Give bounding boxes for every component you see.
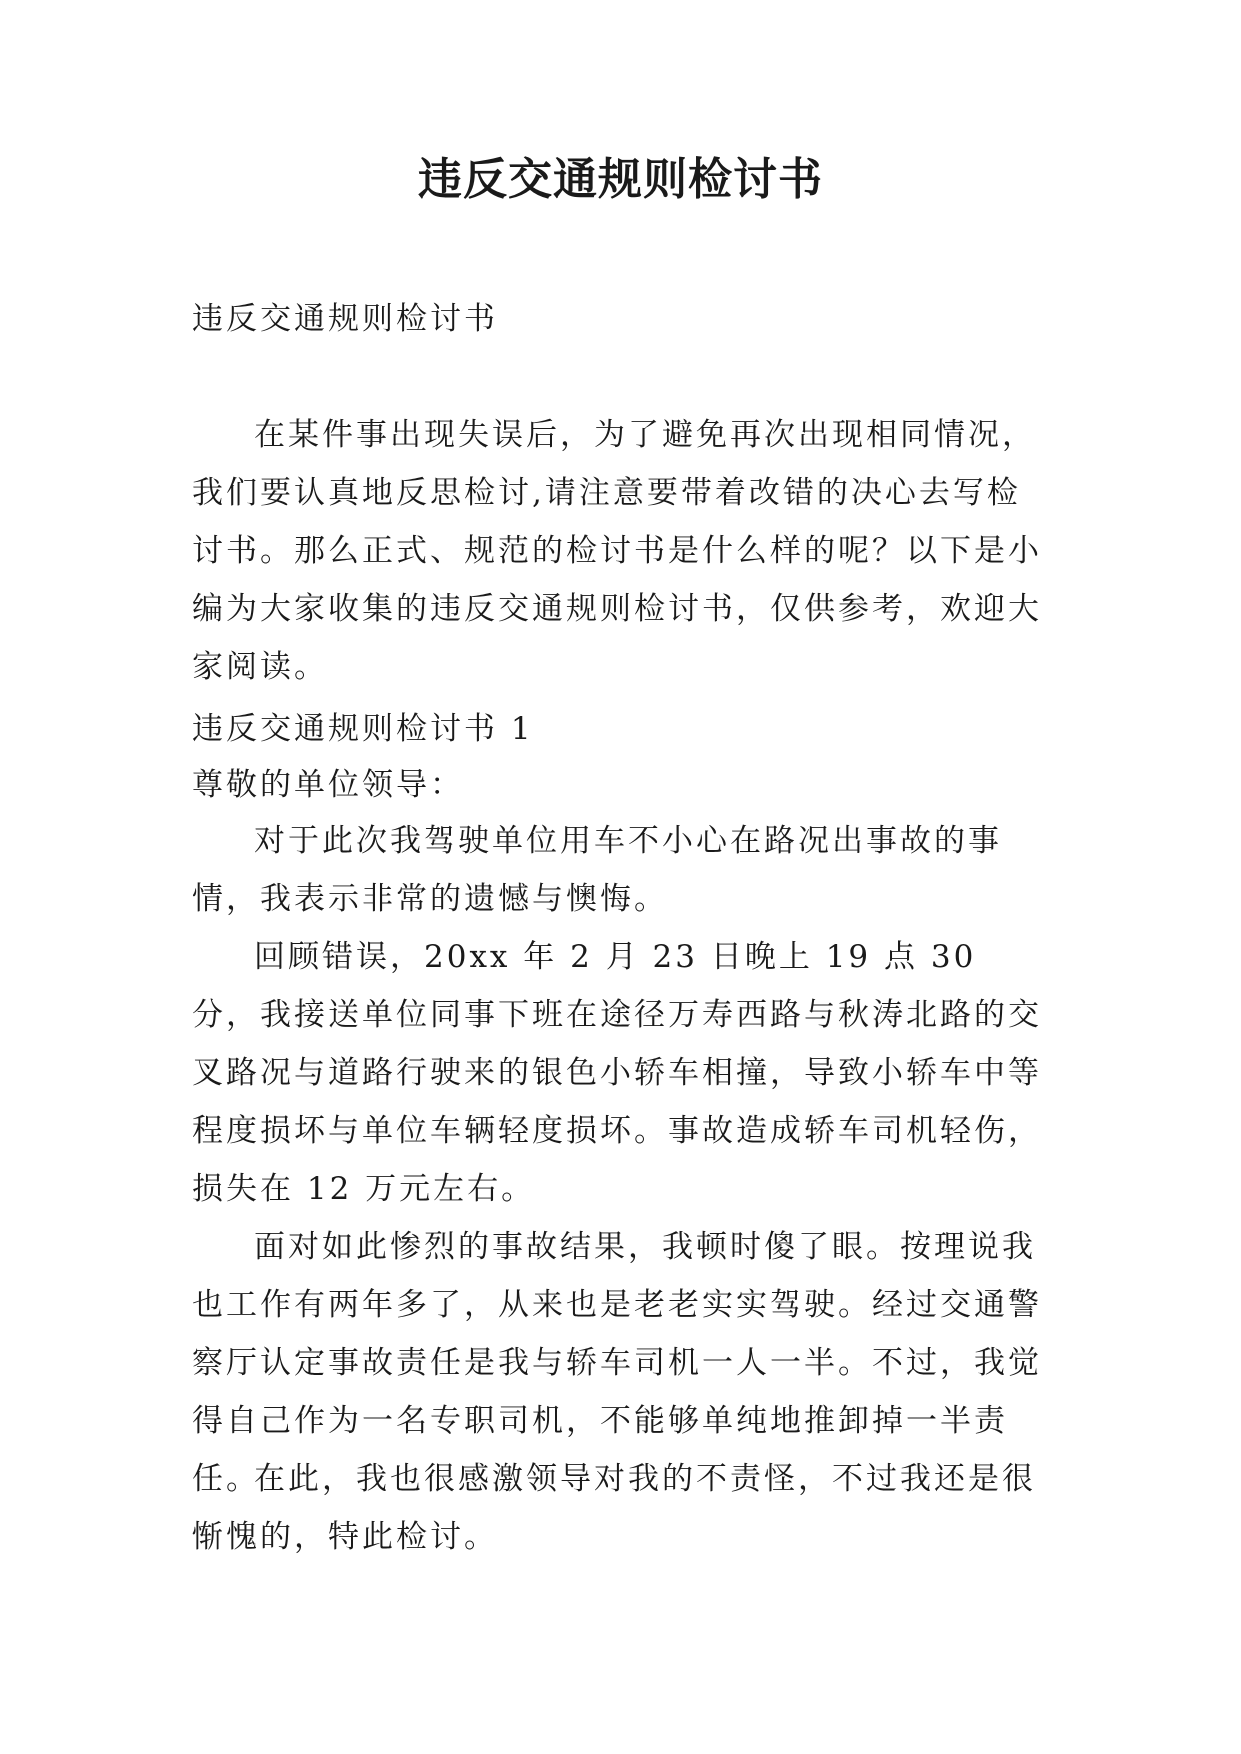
body-paragraph: 对于此次我驾驶单位用车不小心在路况出事故的事情，我表示非常的遗憾与懊悔。 xyxy=(192,823,1002,917)
body-paragraph: 面对如此惨烈的事故结果，我顿时傻了眼。按理说我也工作有两年多了，从来也是老老实实驾驶。经过交通警察厅认定事故责任是我与轿车司机一人一半。不过，我觉得自己作为一名专职司机，不能够单纯地推卸掉一半责任。 xyxy=(192,1229,1042,1497)
section-heading: 违反交通规则检讨书 1 xyxy=(192,711,534,747)
body-paragraph: 在此，我也很感激领导对我的不责怪，不过我还是很惭愧的，特此检讨。 xyxy=(192,1461,1036,1555)
intro-paragraph: 在某件事出现失误后，为了避免再次出现相同情况，我们要认真地反思检讨,请注意要带着改错的决心去写检讨书。那么正式、规范的检讨书是什么样的呢？以下是小编为大家收集的违反交通规则检讨书，仅供参考，欢迎大家阅读。 xyxy=(192,417,1042,685)
document-subtitle: 违反交通规则检讨书 xyxy=(192,301,498,337)
body-paragraph: 回顾错误，20xx 年 2 月 23 日晚上 19 点 30 分，我接送单位同事下班在途径万寿西路与秋涛北路的交叉路况与道路行驶来的银色小轿车相撞，导致小轿车中等程度损坏与单位车辆轻度损坏。事故造成轿车司机轻伤，损失在 12 万元左右。 xyxy=(192,939,1042,1207)
salutation: 尊敬的单位领导： xyxy=(192,767,464,803)
document-title: 违反交通规则检讨书 xyxy=(418,154,823,205)
